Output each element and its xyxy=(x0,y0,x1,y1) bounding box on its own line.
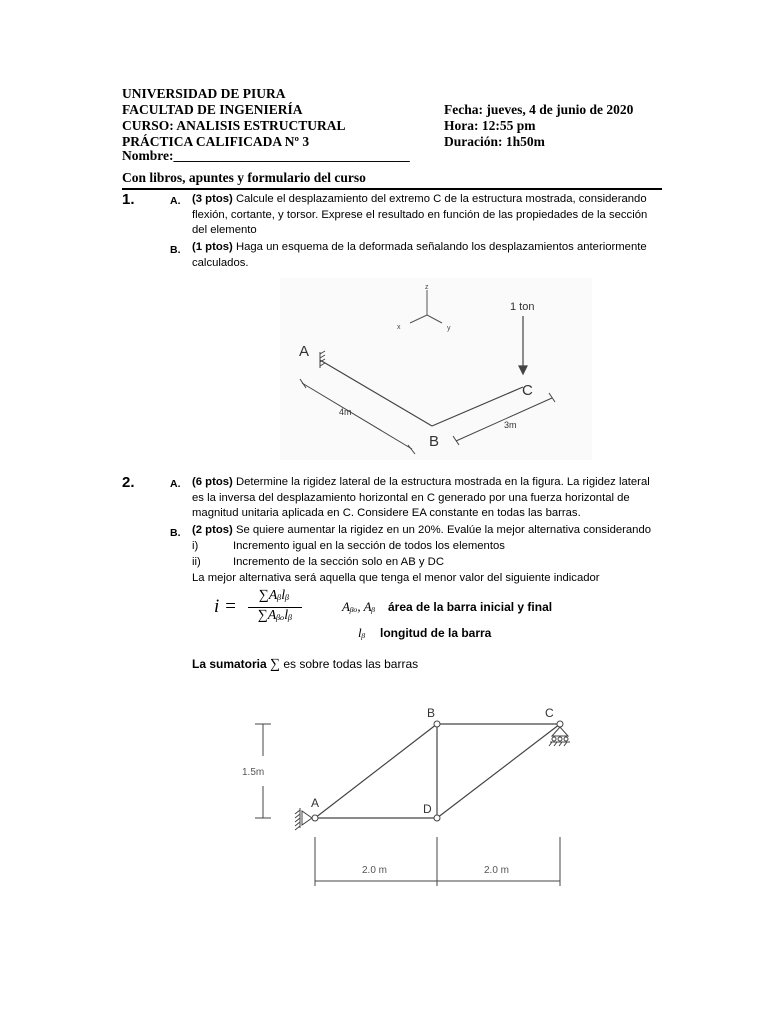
joint-b xyxy=(434,721,440,727)
formula-numerator: ∑Aᵦlᵦ xyxy=(258,588,290,603)
dimension-bc-label: 3m xyxy=(504,420,517,430)
area-definition: área de la barra inicial y final xyxy=(388,600,553,614)
node-a-label: A xyxy=(311,796,320,810)
question-1-number: 1. xyxy=(122,191,135,208)
option-1-number: i) xyxy=(192,540,199,552)
q2-part-a-text: (6 ptos) Determine la rigidez lateral de la estructura mostrada en la figura. La rigidez lateral es la inversa del desplazamiento horizontal en C generado por una fuerza horizontal de magnitud unitaria aplicada en C. Considere EA constante en todas las barras. xyxy=(192,476,650,519)
member-dc xyxy=(437,724,560,818)
q2-part-a-label: A. xyxy=(170,478,181,490)
length-definition: longitud de la barra xyxy=(380,626,492,640)
node-c-label: C xyxy=(545,706,554,720)
q2-part-b-text: (2 ptos) Se quiere aumentar la rigidez en un 20%. Evalúe la mejor alternativa considerando xyxy=(192,524,652,536)
dimension-ab-label: 4m xyxy=(339,407,352,417)
dimension-height-label: 1.5m xyxy=(242,767,265,778)
axis-z-label: z xyxy=(425,284,429,291)
option-1-text: Incremento igual en la sección de todos los elementos xyxy=(233,540,505,552)
load-label: 1 ton xyxy=(510,301,535,313)
q2-part-b-label: B. xyxy=(170,527,181,539)
area-symbols: Aᵦₒ, Aᵦ xyxy=(342,599,376,614)
dimension-ad-label: 2.0 m xyxy=(362,865,388,876)
q1-part-a-text: (3 ptos) Calcule el desplazamiento del extremo C de la estructura mostrada, considerando flexión, cortante, y torsor. Exprese el resultado en función de las propiedades de la sección del elemento xyxy=(192,193,648,236)
pin-support-a xyxy=(295,808,312,830)
formula-denominator: ∑Aᵦₒlᵦ xyxy=(257,608,293,623)
q2-b-points: (2 ptos) xyxy=(192,524,233,536)
node-d-label: D xyxy=(423,802,432,816)
axis-x-label: x xyxy=(397,324,401,331)
node-a-label: A xyxy=(299,343,310,360)
exam-conditions: Con libros, apuntes y formulario del curso xyxy=(122,170,366,185)
q1-part-b-text: (1 ptos) Haga un esquema de la deformada señalando los desplazamientos anteriormente calculados. xyxy=(192,241,647,269)
truss-figure xyxy=(230,700,580,900)
node-b-label: B xyxy=(427,706,436,720)
question-2-number: 2. xyxy=(122,474,135,491)
practice-title: PRÁCTICA CALIFICADA Nº 3 xyxy=(122,134,310,149)
q1-part-a-label: A. xyxy=(170,195,181,207)
option-2-number: ii) xyxy=(192,556,201,568)
member-ab xyxy=(315,724,437,818)
length-symbol: lᵦ xyxy=(358,625,366,640)
frame-3d-figure xyxy=(280,278,592,460)
formula-lhs: i = xyxy=(214,596,237,617)
header-divider xyxy=(122,188,662,190)
option-2-text: Incremento de la sección solo en AB y DC xyxy=(233,556,444,568)
university-name: UNIVERSIDAD DE PIURA xyxy=(122,86,286,101)
node-b-label: B xyxy=(429,433,440,450)
exam-duration: Duración: 1h50m xyxy=(444,134,545,149)
course-name: CURSO: ANALISIS ESTRUCTURAL xyxy=(122,118,346,133)
exam-date: Fecha: jueves, 4 de junio de 2020 xyxy=(444,102,634,117)
joint-d xyxy=(434,815,440,821)
summation-note: La sumatoria ∑ es sobre todas las barras xyxy=(192,657,419,672)
node-c-label: C xyxy=(522,382,533,399)
q2-a-points: (6 ptos) xyxy=(192,476,233,488)
q1-a-points: (3 ptos) xyxy=(192,193,233,205)
name-field: Nombre:___________________________________ xyxy=(122,148,410,163)
q1-b-points: (1 ptos) xyxy=(192,241,233,253)
joint-a xyxy=(312,815,318,821)
dimension-dc-label: 2.0 m xyxy=(484,865,510,876)
q1-part-b-label: B. xyxy=(170,244,181,256)
best-alternative-text: La mejor alternativa será aquella que tenga el menor valor del siguiente indicador xyxy=(192,572,600,584)
dimension-horizontal xyxy=(315,837,560,886)
exam-time: Hora: 12:55 pm xyxy=(444,118,536,133)
axis-y-label: y xyxy=(447,325,451,332)
joint-c xyxy=(557,721,563,727)
faculty-name: FACULTAD DE INGENIERÍA xyxy=(122,102,303,117)
